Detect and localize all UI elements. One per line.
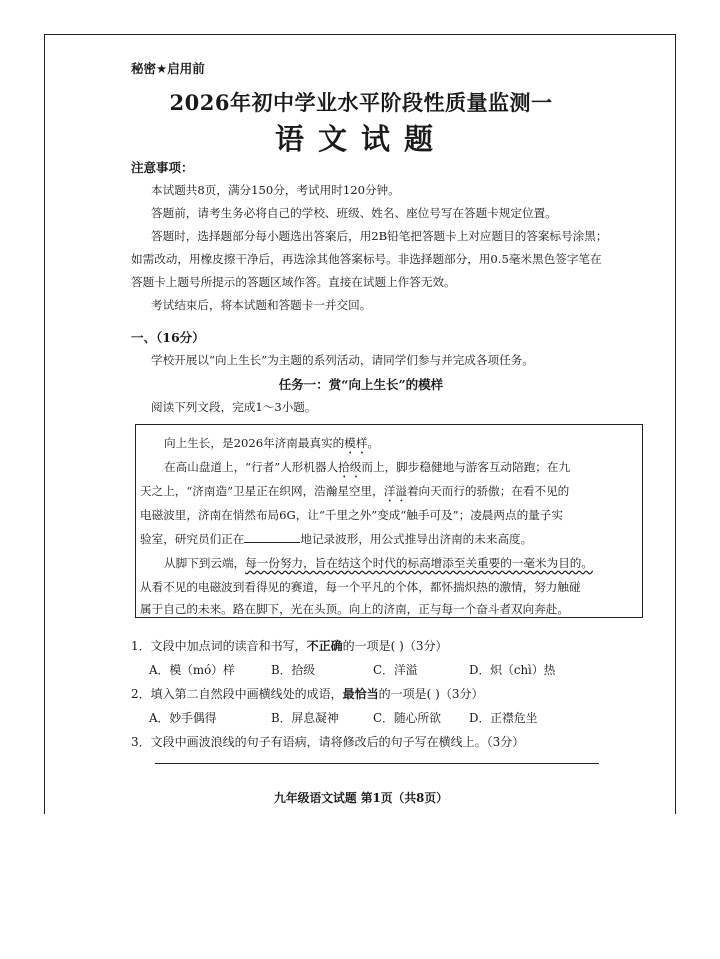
notice-line: 答题卡上题号所提示的答题区域作答。直接在试题上作答无效。 (131, 275, 456, 289)
option-b: B．屏息凝神 (271, 711, 339, 725)
exam-sheet (44, 34, 676, 814)
passage-text: 而上，脚步稳健地与游客互动陪跑；在九 (361, 460, 571, 474)
passage-line (164, 555, 593, 571)
question-emphasis: 不正确 (306, 639, 343, 653)
passage-text: 天之上，“济南造”卫星正在织网，浩瀚星空里， (140, 484, 384, 498)
passage-text: 着向天而行的骄傲；在看不见的 (406, 484, 570, 498)
option-c: C．随心所欲 (373, 711, 442, 725)
question-3: 3．文段中画波浪线的句子有语病，请将修改后的句子写在横线上。（3分） (131, 735, 525, 749)
notice-line: 本试题共8页，满分150分，考试用时120分钟。 (151, 183, 400, 197)
subject-title: 语文试题 (274, 122, 447, 156)
question-text: 2．填入第二自然段中画横线处的成语， (131, 687, 343, 701)
reading-passage-box (135, 424, 643, 618)
section-heading: 一、（16分） (131, 330, 205, 345)
question-text: 1．文段中加点词的读音和书写， (131, 639, 307, 653)
dotted-word: 拾级 (338, 460, 362, 474)
dotted-word: 洋溢 (383, 484, 407, 498)
passage-text: 。 (367, 436, 380, 450)
fill-in-blank (244, 531, 300, 543)
option-a: A．模（mó）样 (149, 663, 235, 677)
option-d: D．正襟危坐 (469, 711, 538, 725)
question-emphasis: 最恰当 (342, 687, 379, 701)
notice-line: 如需改动，用橡皮擦干净后，再选涂其他答案标号。非选择题部分，用0.5毫米黑色签字笔在 (131, 252, 602, 266)
passage-text: 在高山盘道上，“行者”人形机器人 (164, 460, 339, 474)
reading-instruction: 阅读下列文段，完成1～3小题。 (151, 400, 317, 414)
exam-title: 2026年初中学业水平阶段性质量监测一 (169, 90, 553, 115)
passage-line: 电磁波里，济南在悄然布局6G，让“千里之外”变成“触手可及”；凌晨两点的量子实 (140, 508, 563, 522)
passage-text: 验室，研究员们正在 (140, 532, 245, 546)
passage-text: 向上生长，是2026年济南最真实的 (164, 436, 345, 450)
confidential-label: 秘密★启用前 (131, 61, 205, 76)
task-heading: 任务一：赏“向上生长”的模样 (278, 377, 444, 392)
notice-heading: 注意事项： (131, 160, 194, 175)
passage-text: 从脚下到云端， (164, 556, 246, 570)
notice-line: 考试结束后，将本试题和答题卡一并交回。 (151, 298, 372, 312)
question-text: 的一项是( )（3分） (378, 687, 484, 701)
passage-line (164, 459, 570, 481)
passage-line (140, 531, 532, 547)
section-intro: 学校开展以“向上生长”为主题的系列活动，请同学们参与并完成各项任务。 (151, 353, 534, 367)
question-2 (131, 685, 483, 702)
passage-line: 属于自己的未来。路在脚下，光在头顶。向上的济南，正与每一个奋斗者双向奔赴。 (140, 602, 569, 616)
dotted-word: 模样 (344, 436, 368, 450)
passage-line (164, 435, 379, 457)
answer-line[interactable] (155, 763, 599, 764)
question-text: 的一项是( )（3分） (342, 639, 448, 653)
page-footer: 九年级语文试题 第1页（共8页） (274, 791, 448, 805)
notice-line: 答题时，选择题部分每小题选出答案后，用2B铅笔把答题卡上对应题目的答案标号涂黑； (151, 229, 608, 243)
passage-line: 从看不见的电磁波到看得见的赛道，每一个平凡的个体，都怀揣炽热的激情，努力触碰 (140, 580, 581, 594)
option-a: A．妙手偶得 (149, 711, 217, 725)
wavy-underlined-sentence: 每一份努力，旨在结这个时代的标高增添至关重要的一毫米为目的。 (245, 556, 593, 570)
option-c: C．洋溢 (373, 663, 418, 677)
option-b: B．拾级 (271, 663, 316, 677)
notice-line: 答题前，请考生务必将自己的学校、班级、姓名、座位号写在答题卡规定位置。 (151, 206, 557, 220)
question-1 (131, 637, 447, 654)
option-d: D．炽（chì）热 (469, 663, 556, 677)
passage-line (140, 483, 569, 505)
passage-text: 地记录波形，用公式推导出济南的未来高度。 (300, 532, 533, 546)
